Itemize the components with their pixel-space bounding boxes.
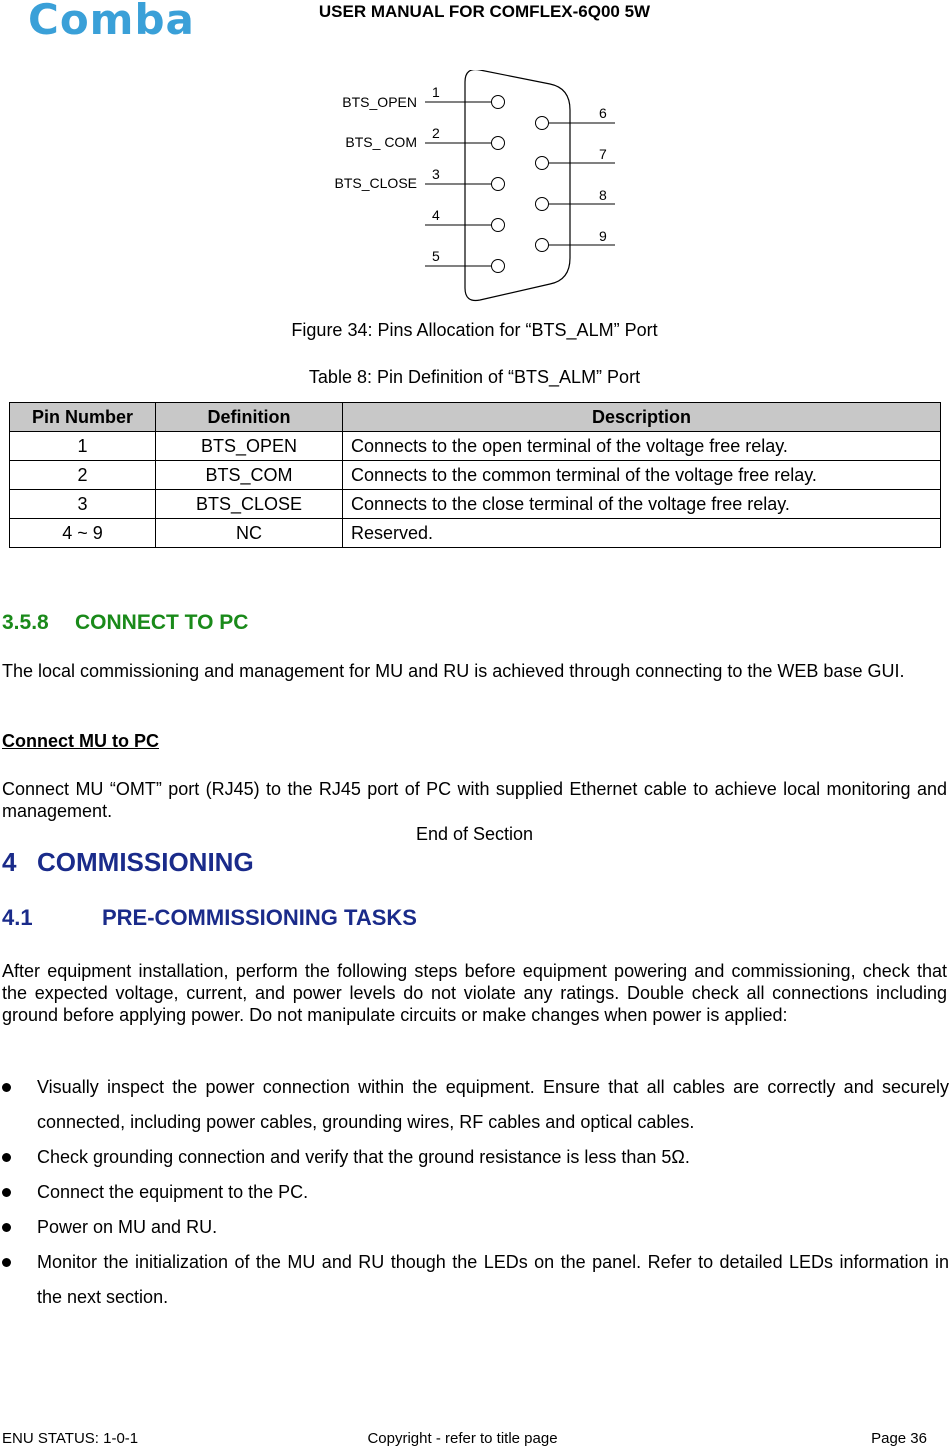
figure-caption: Figure 34: Pins Allocation for “BTS_ALM” Port xyxy=(291,320,658,340)
connect-mu-subheading: Connect MU to PC xyxy=(2,731,159,751)
pin-number-2: 2 xyxy=(432,125,440,141)
pin-number-9: 9 xyxy=(599,228,607,244)
section-41-intro: After equipment installation, perform the following steps before equipment powering and commissioning, check that the expected voltage, current, and power levels do not violate any ratings. Double check all connections including ground before applying power. Do not manipulate circuits or make changes when power is applied: xyxy=(2,961,947,1025)
label-bts-open: BTS_OPEN xyxy=(342,94,417,110)
list-item: Power on MU and RU. xyxy=(0,1210,949,1245)
pin-2 xyxy=(492,137,505,150)
pin-definition-table xyxy=(9,402,941,548)
list-item: Check grounding connection and verify that the ground resistance is less than 5Ω. xyxy=(0,1140,949,1175)
chapter-4-title: COMMISSIONING xyxy=(37,847,254,877)
cell-definition: BTS_CLOSE xyxy=(156,490,343,519)
footer-copyright: Copyright - refer to title page xyxy=(367,1430,558,1447)
pin-4 xyxy=(492,219,505,232)
comba-logo: Comba xyxy=(28,0,195,44)
list-item: Visually inspect the power connection within the equipment. Ensure that all cables are correctly and securely connected, including power cables, grounding wires, RF cables and optical cables. xyxy=(0,1070,949,1140)
pin-number-4: 4 xyxy=(432,207,440,223)
cell-description: Connects to the close terminal of the voltage free relay. xyxy=(343,490,941,519)
section-41-number: 4.1 xyxy=(2,905,33,930)
section-41-title: PRE-COMMISSIONING TASKS xyxy=(102,905,417,930)
bullet-icon xyxy=(2,1258,11,1267)
label-bts-close: BTS_CLOSE xyxy=(334,175,417,191)
db9-connector-diagram xyxy=(320,70,630,305)
pin-1 xyxy=(492,96,505,109)
table-caption: Table 8: Pin Definition of “BTS_ALM” Port xyxy=(308,367,641,387)
section-358-intro: The local commissioning and management for MU and RU is achieved through connecting to the WEB base GUI. xyxy=(2,661,905,681)
cell-pin: 1 xyxy=(10,432,156,461)
table-row xyxy=(10,490,941,519)
cell-pin: 3 xyxy=(10,490,156,519)
pin-number-8: 8 xyxy=(599,187,607,203)
cell-definition: BTS_COM xyxy=(156,461,343,490)
table-row xyxy=(10,519,941,548)
end-of-section: End of Section xyxy=(415,824,534,844)
footer-status: ENU STATUS: 1-0-1 xyxy=(2,1430,139,1447)
bullet-icon xyxy=(2,1153,11,1162)
pin-8 xyxy=(536,198,549,211)
pin-3 xyxy=(492,178,505,191)
list-item: Connect the equipment to the PC. xyxy=(0,1175,949,1210)
footer-page-number: Page 36 xyxy=(871,1430,927,1447)
pin-5 xyxy=(492,260,505,273)
label-bts-com: BTS_ COM xyxy=(345,134,417,150)
cell-definition: BTS_OPEN xyxy=(156,432,343,461)
section-358-body: Connect MU “OMT” port (RJ45) to the RJ45 port of PC with supplied Ethernet cable to achieve local monitoring and management. xyxy=(2,779,947,821)
pin-number-1: 1 xyxy=(432,84,440,100)
header-description: Description xyxy=(343,403,941,432)
cell-description: Connects to the open terminal of the voltage free relay. xyxy=(343,432,941,461)
table-row xyxy=(10,461,941,490)
cell-pin: 2 xyxy=(10,461,156,490)
header-definition: Definition xyxy=(156,403,343,432)
document-title: USER MANUAL FOR COMFLEX-6Q00 5W xyxy=(318,2,651,21)
cell-pin: 4 ~ 9 xyxy=(10,519,156,548)
pin-number-3: 3 xyxy=(432,166,440,182)
chapter-4-number: 4 xyxy=(2,847,17,877)
pin-number-7: 7 xyxy=(599,146,607,162)
bullet-icon xyxy=(2,1223,11,1232)
bullet-icon xyxy=(2,1188,11,1197)
table-header-row xyxy=(10,403,941,432)
bullet-icon xyxy=(2,1083,11,1092)
pin-number-5: 5 xyxy=(432,248,440,264)
table-row xyxy=(10,432,941,461)
cell-description: Connects to the common terminal of the voltage free relay. xyxy=(343,461,941,490)
pre-commissioning-list xyxy=(0,1070,949,1315)
pin-9 xyxy=(536,239,549,252)
section-358-title: CONNECT TO PC xyxy=(75,611,249,634)
cell-definition: NC xyxy=(156,519,343,548)
section-358-number: 3.5.8 xyxy=(2,611,49,634)
list-item: Monitor the initialization of the MU and RU though the LEDs on the panel. Refer to detailed LEDs information in the next section. xyxy=(0,1245,949,1315)
cell-description: Reserved. xyxy=(343,519,941,548)
pin-number-6: 6 xyxy=(599,105,607,121)
pin-7 xyxy=(536,157,549,170)
pin-6 xyxy=(536,117,549,130)
header-pin-number: Pin Number xyxy=(10,403,156,432)
